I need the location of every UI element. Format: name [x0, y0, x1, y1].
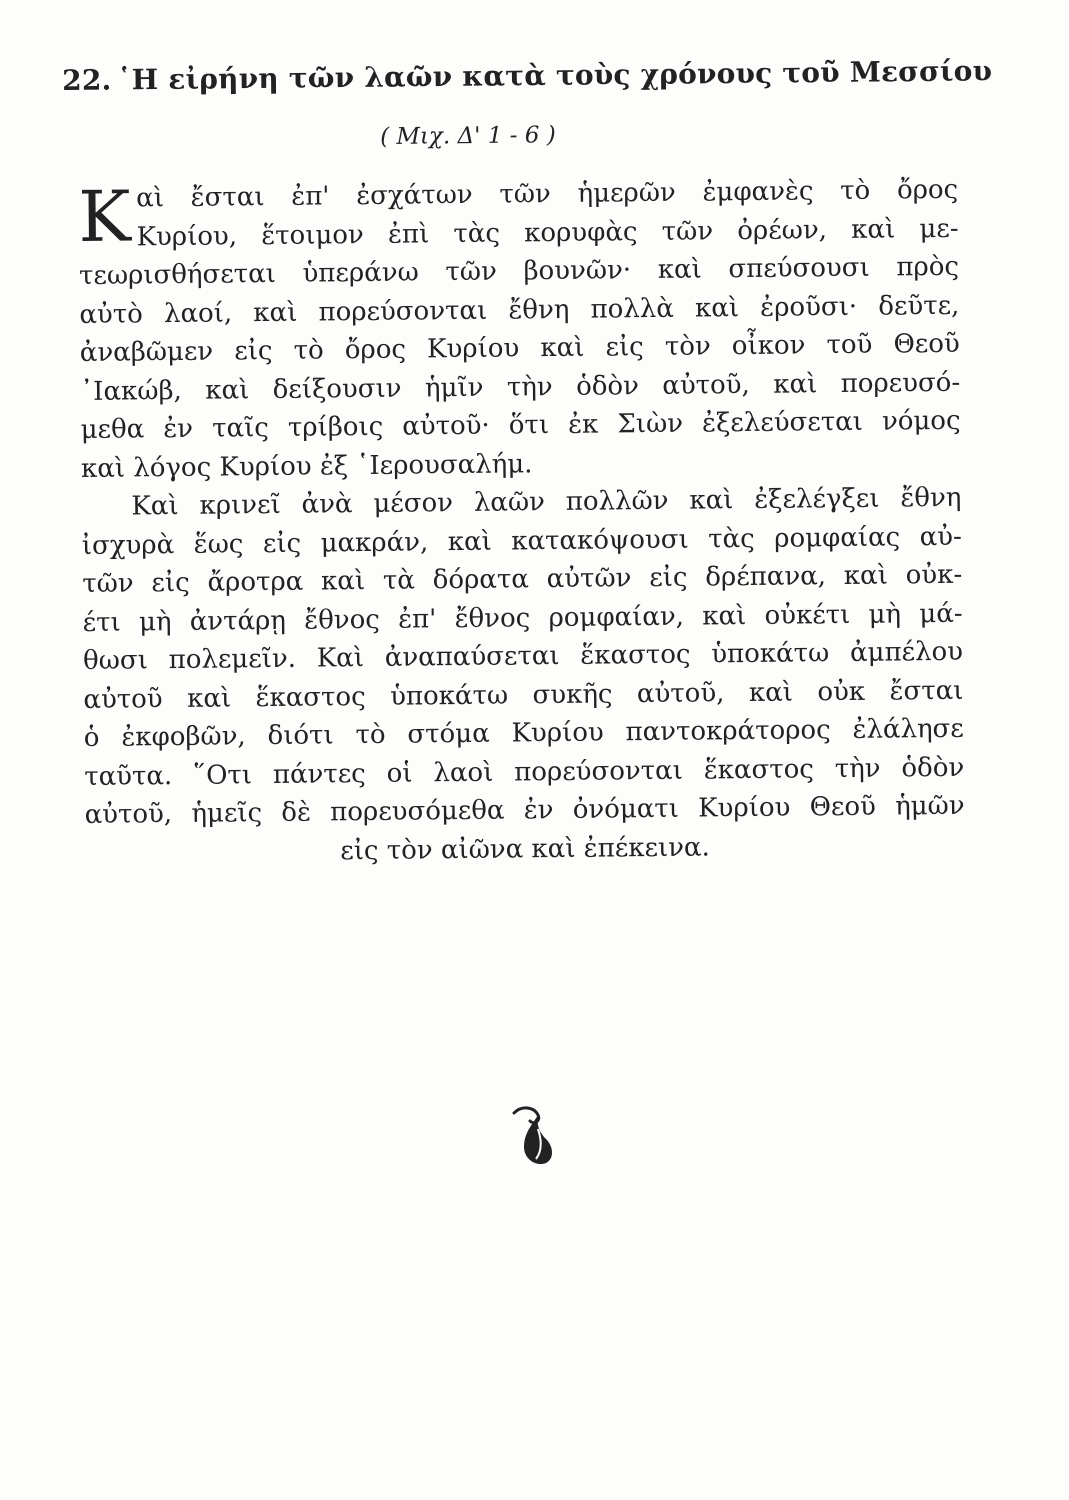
text-line: ᾿Ιακώβ, καὶ δείξουσιν ἡμῖν τὴν ὁδὸν αὐτοῦ, καὶ πορευσό- [80, 367, 961, 407]
text-line: Κυρίου, ἕτοιμον ἐπὶ τὰς κορυφὰς τῶν ὀρέων, καὶ με- [136, 213, 959, 252]
text-line: ἀναβῶμεν εἰς τὸ ὄρος Κυρίου καὶ εἰς τὸν οἶκον τοῦ Θεοῦ [79, 328, 960, 368]
body-text [78, 171, 965, 873]
chapter-heading [62, 54, 993, 97]
text-line: αὐτοῦ καὶ ἕκαστος ὑποκάτω συκῆς αὐτοῦ, καὶ οὐκ ἔσται [83, 675, 964, 715]
text-line: ὁ ἐκφοβῶν, διότι τὸ στόμα Κυρίου παντοκράτορος ἐλάλησε [83, 713, 964, 753]
leaf-ornament-icon [508, 1103, 558, 1169]
text-line: θωσι πολεμεῖν. Καὶ ἀναπαύσεται ἕκαστος ὑποκάτω ἀμπέλου [82, 636, 964, 676]
scripture-reference: ( Μιχ. Δ' 1 - 6 ) [380, 122, 556, 150]
chapter-number: 22. [62, 63, 112, 97]
drop-cap: Κ [77, 175, 132, 258]
text-line: ταῦτα. ῞Οτι πάντες οἱ λαοὶ πορεύσονται ἕκαστος τὴν ὁδὸν [84, 752, 965, 792]
text-line: τῶν εἰς ἄροτρα καὶ τὰ δόρατα αὐτῶν εἰς δρέπανα, καὶ οὐκ- [82, 559, 963, 599]
text-line: ἰσχυρὰ ἕως εἰς μακράν, καὶ κατακόψουσι τὰς ρομφαίας αὐ- [81, 521, 962, 561]
text-line: μεθα ἐν ταῖς τρίβοις αὐτοῦ· ὅτι ἐκ Σιὼν ἐξελεύσεται νόμος [80, 405, 961, 445]
chapter-title: ῾Η εἰρήνη τῶν λαῶν κατὰ τοὺς χρόνους τοῦ Μεσσίου [117, 54, 993, 97]
text-line: αὶ ἔσται ἐπ' ἐσχάτων τῶν ἡμερῶν ἐμφανὲς τὸ ὄρος [136, 174, 959, 214]
text-line: έτι μὴ ἀντάρῃ ἔθνος ἐπ' ἔθνος ρομφαίαν, καὶ οὐκέτι μὴ μά- [82, 598, 963, 638]
text-line: καὶ λόγος Κυρίου ἐξ ῾Ιερουσαλήμ. [80, 448, 533, 484]
text-line: Καὶ κρινεῖ ἀνὰ μέσον λαῶν πολλῶν καὶ ἐξελέγξει ἔθνη [131, 482, 962, 522]
text-line: αὐτοῦ, ἡμεῖς δὲ πορευσόμεθα ἐν ὀνόματι Κυρίου Θεοῦ ἡμῶν [84, 790, 965, 830]
text-line: εἰς τὸν αἰῶνα καὶ ἐπέκεινα. [340, 831, 710, 866]
paragraph-2 [81, 479, 965, 873]
text-line: τεωρισθήσεται ὑπεράνω τῶν βουνῶν· καὶ σπεύσουσι πρὸς [78, 251, 960, 291]
text-line: αὐτὸ λαοί, καὶ πορεύσονται ἔθνη πολλὰ καὶ ἐροῦσι· δεῦτε, [79, 290, 960, 330]
paragraph-1 [78, 171, 961, 488]
